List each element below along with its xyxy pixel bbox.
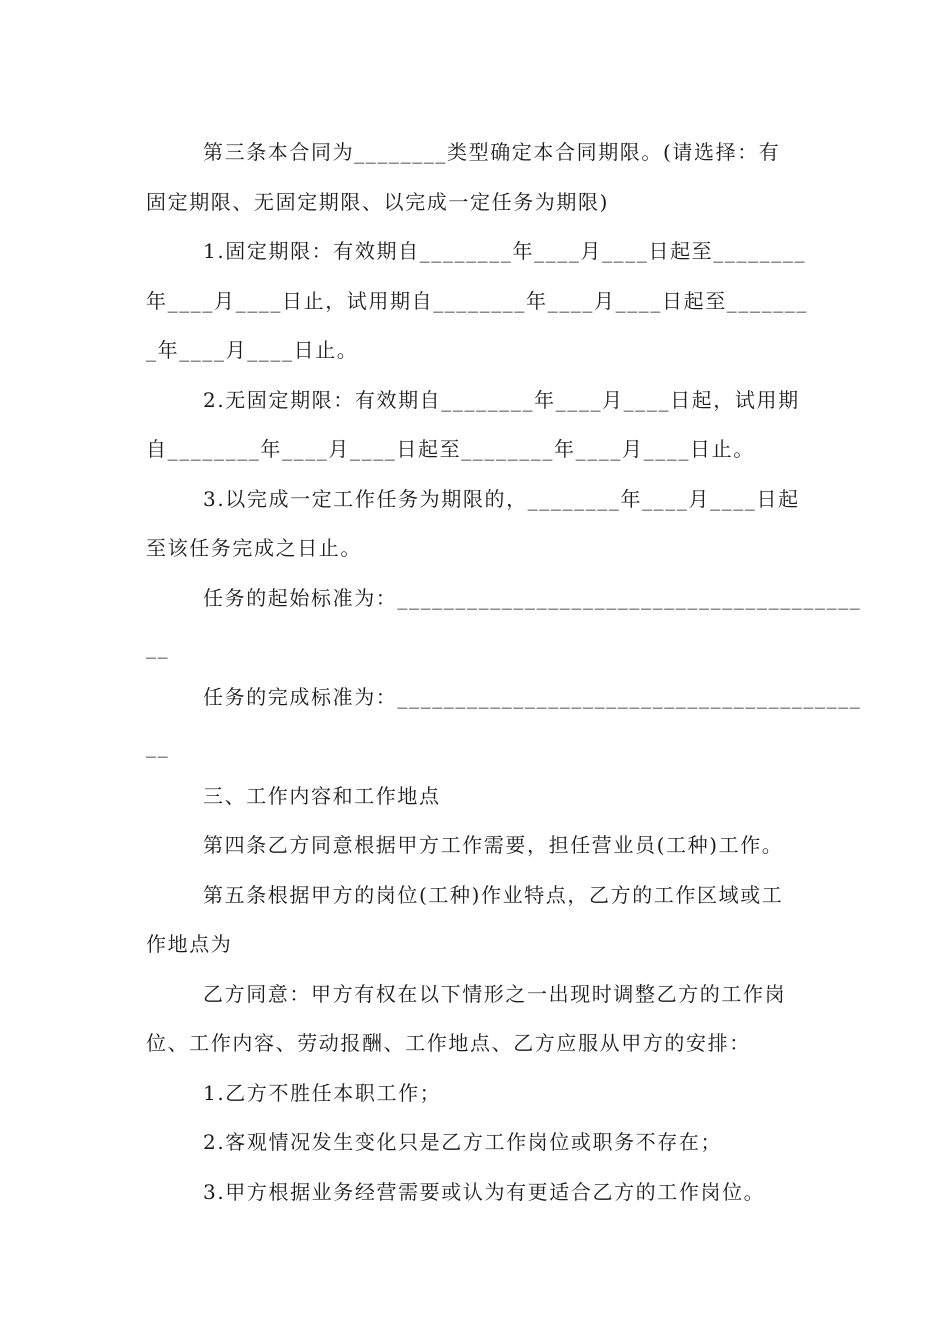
task-start-standard: 任务的起始标准为：________________________________________ xyxy=(203,585,862,610)
article-3-line-1: 第三条本合同为________类型确定本合同期限。(请选择：有 xyxy=(203,140,781,164)
article-5-line-1: 第五条根据甲方的岗位(工种)作业特点，乙方的工作区域或工 xyxy=(203,882,784,907)
document-page xyxy=(146,128,862,1217)
article-4: 第四条乙方同意根据甲方工作需要，担任营业员(工种)工作。 xyxy=(203,833,784,857)
condition-item-3: 3.甲方根据业务经营需要或认为有更适合乙方的工作岗位。 xyxy=(203,1179,766,1204)
task-term-line-2: 至该任务完成之日止。 xyxy=(146,536,362,560)
consent-line-2: 位、工作内容、劳动报酬、工作地点、乙方应服从甲方的安排： xyxy=(146,1031,751,1055)
fixed-term-line-3: _年____月____日止。 xyxy=(146,338,359,362)
task-term-line-1: 3.以完成一定工作任务为期限的，________年____月____日起 xyxy=(203,486,800,511)
open-term-line-2: 自________年____月____日起至________年____月____日止。 xyxy=(146,437,755,461)
consent-line-1: 乙方同意：甲方有权在以下情形之一出现时调整乙方的工作岗 xyxy=(203,981,787,1006)
condition-item-1: 1.乙方不胜任本职工作； xyxy=(203,1080,442,1105)
fixed-term-line-2: 年____月____日止，试用期自________年____月____日起至_______ xyxy=(146,288,808,313)
article-3-line-2: 固定期限、无固定期限、以完成一定任务为期限) xyxy=(146,189,610,214)
task-start-standard-cont: __ xyxy=(146,635,170,659)
task-complete-standard-cont: __ xyxy=(146,734,170,758)
open-term-line-1: 2.无固定期限：有效期自________年____月____日起，试用期 xyxy=(203,387,800,412)
article-5-line-2: 作地点为 xyxy=(146,932,233,956)
condition-item-2: 2.客观情况发生变化只是乙方工作岗位或职务不存在； xyxy=(203,1130,723,1154)
task-complete-standard: 任务的完成标准为：________________________________________ xyxy=(203,684,862,709)
section-heading-work-content: 三、工作内容和工作地点 xyxy=(203,783,441,808)
fixed-term-line-1: 1.固定期限：有效期自________年____月____日起至________ xyxy=(203,239,807,263)
